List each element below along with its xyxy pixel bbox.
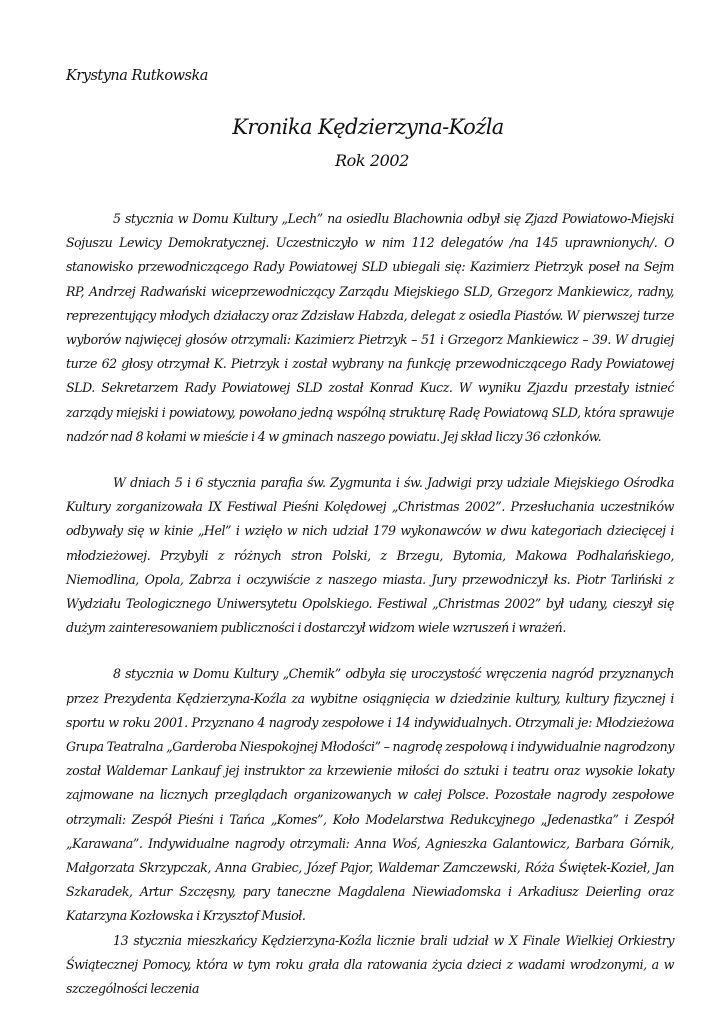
paragraph-sld-congress: 5 stycznia w Domu Kultury „Lech” na osiedlu Blachownia odbył się Zjazd Powiatowo-Miejski Sojuszu Lewicy Demokratycznej. Uczestniczyło w nim 112 delegatów /na 145 uprawnionych/. O stanowisko przewodniczącego Rady Powiatowej SLD ubiegali się: Kazimierz Pietrzyk poseł na Sejm RP, Andrzej Radwański wiceprzewodniczący Zarządu Miejskiego SLD, Grzegorz Mankiewicz, radny, reprezentujący młodych działaczy oraz Zdzisław Habzda, delegat z osiedla Piastów. W pierwszej turze wyborów najwięcej głosów otrzymali: Kazimierz Pietrzyk – 51 i Grzegorz Mankiewicz – 39. W drugiej turze 62 głosy otrzymał K. Pietrzyk i został wybrany na funkcję przewodniczącego Rady Powiatowej SLD. Sekretarzem Rady Powiatowej SLD został Konrad Kucz. W wyniku Zjazdu przestały istnieć zarządy miejski i powiatowy, powołano jedną wspólną strukturę Radę Powiatową SLD, która sprawuje nadzór nad 8 kołami w mieście i 4 w gminach naszego powiatu. Jej skład liczy 36 członków. [66, 211, 674, 444]
document-body [66, 207, 674, 1001]
paragraph-wosp-finale: 13 stycznia mieszkańcy Kędzierzyna-Koźla licznie brali udział w X Finale Wielkiej Orkiestry Świątecznej Pomocy, która w tym roku grała dla ratowania życia dzieci z wadami wrodzonymi, a w szczególności leczenia [66, 932, 674, 997]
paragraph-christmas-festival: W dniach 5 i 6 stycznia parafia św. Zygmunta i św. Jadwigi przy udziale Miejskiego Ośrodka Kultury zorganizowała IX Festiwal Pieśni Kolędowej „Christmas 2002”. Przesłuchania uczestników odbywały się w kinie „Hel” i wzięło w nich udział 179 wykonawców w dwu kategoriach dziecięcej i młodzieżowej. Przybyli z różnych stron Polski, z Brzegu, Bytomia, Makowa Podhalańskiego, Niemodlina, Opola, Zabrza i oczywiście z naszego miasta. Jury przewodniczył ks. Piotr Tarliński z Wydziału Teologicznego Uniwersytetu Opolskiego. Festiwal „Christmas 2002” był udany, cieszył się dużym zainteresowaniem publiczności i dostarczył widzom wiele wzruszeń i wrażeń. [66, 475, 674, 636]
paragraph-president-awards: 8 stycznia w Domu Kultury „Chemik” odbyła się uroczystość wręczenia nagród przyznanych przez Prezydenta Kędzierzyna-Koźla za wybitne osiągnięcia w dziedzinie kultury, kultury fizycznej i sportu w roku 2001. Przyznano 4 nagrody zespołowe i 14 indywidualnych. Otrzymali je: Młodzieżowa Grupa Teatralna „Garderoba Niespokojnej Młodości” – nagrodę zespołową i indywidualnie nagrodzony został Waldemar Lankauf jej instruktor za krzewienie miłości do sztuki i teatru oraz wysokie lokaty zajmowane na licznych przeglądach organizowanych w całej Polsce. Pozostałe nagrody zespołowe otrzymali: Zespół Pieśni i Tańca „Komes”, Koło Modelarstwa Redukcyjnego „Jedenastka” i Zespół „Karawana”. Indywidualne nagrody otrzymali: Anna Woś, Agnieszka Galantowicz, Barbara Górnik, Małgorzata Skrzypczak, Anna Grabiec, Józef Pajor, Waldemar Zamczewski, Róża Świętek-Kozieł, Jan Szkaradek, Artur Szczęsny, pary taneczne Magdalena Niewiadomska i Arkadiusz Deierling oraz Katarzyna Kozłowska i Krzysztof Musioł. [66, 666, 674, 924]
document-subtitle: Rok 2002 [335, 151, 409, 170]
document-title: Kronika Kędzierzyna-Koźla [232, 115, 504, 139]
author-name: Krystyna Rutkowska [66, 68, 208, 84]
